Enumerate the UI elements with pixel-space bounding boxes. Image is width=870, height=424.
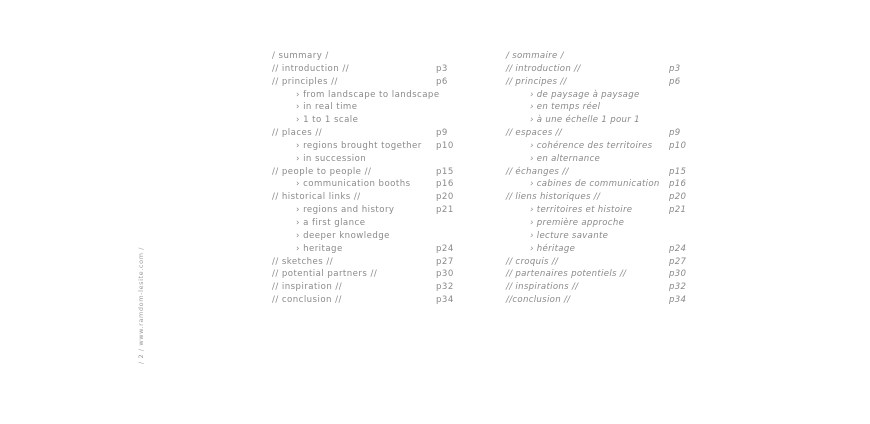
toc-entry-label: › a first glance	[296, 217, 366, 228]
toc-entry-label: › regions brought together	[296, 140, 422, 151]
toc-entry[interactable]	[506, 243, 706, 256]
toc-entry-page: p15	[669, 166, 687, 177]
toc-entry-page: p3	[669, 63, 681, 74]
toc-entry[interactable]	[506, 114, 706, 127]
toc-entry[interactable]	[506, 204, 706, 217]
toc-entry[interactable]	[272, 114, 472, 127]
summary-french	[506, 50, 706, 307]
sommaire-heading	[506, 50, 706, 63]
toc-entry-label: › en alternance	[530, 153, 601, 164]
toc-entry-label: // introduction //	[272, 63, 350, 74]
toc-entry-page: p32	[669, 282, 687, 293]
toc-entry[interactable]	[506, 191, 706, 204]
toc-entry-page: p10	[669, 140, 687, 151]
toc-entry[interactable]	[272, 63, 472, 76]
toc-entry[interactable]	[272, 127, 472, 140]
toc-entry[interactable]	[272, 101, 472, 114]
toc-entry-page: p34	[436, 295, 454, 306]
toc-entry-page: p24	[669, 243, 687, 254]
toc-entry[interactable]	[272, 178, 472, 191]
toc-entry-page: p20	[436, 192, 454, 203]
toc-entry-label: › deeper knowledge	[296, 230, 390, 241]
toc-entry-label: › à une échelle 1 pour 1	[530, 115, 640, 126]
toc-entry[interactable]	[506, 101, 706, 114]
toc-entry[interactable]	[506, 230, 706, 243]
toc-entry-page: p32	[436, 282, 454, 293]
toc-entry[interactable]	[272, 153, 472, 166]
toc-entry-label: › première approche	[530, 217, 625, 228]
toc-entry[interactable]	[272, 191, 472, 204]
toc-entry-page: p30	[669, 269, 687, 280]
toc-entry-label: // partenaires potentiels //	[506, 269, 627, 280]
toc-entry-label: // croquis //	[506, 256, 559, 267]
toc-entry-label: // principles //	[272, 76, 338, 87]
toc-entry-label: › héritage	[530, 243, 576, 254]
toc-entry-label: // échanges //	[506, 166, 569, 177]
toc-entry-label: // introduction //	[506, 63, 581, 74]
toc-entry-label: › de paysage à paysage	[530, 89, 640, 100]
toc-entry-page: p30	[436, 269, 454, 280]
toc-entry[interactable]	[272, 140, 472, 153]
toc-entry-label: › regions and history	[296, 205, 395, 216]
toc-entry-page: p27	[669, 256, 687, 267]
toc-entry[interactable]	[506, 140, 706, 153]
toc-entry[interactable]	[272, 256, 472, 269]
toc-entry-label: › territoires et histoire	[530, 205, 633, 216]
toc-entry-label: // people to people //	[272, 166, 372, 177]
toc-entry[interactable]	[272, 243, 472, 256]
toc-entry-label: // principes //	[506, 76, 567, 87]
toc-entry-label: › heritage	[296, 243, 343, 254]
toc-entry-label: › communication booths	[296, 179, 411, 190]
toc-entry-label: › en temps réel	[530, 102, 601, 113]
toc-entry[interactable]	[506, 217, 706, 230]
toc-entry-page: p16	[436, 179, 454, 190]
toc-entry-page: p3	[436, 63, 448, 74]
toc-entry-page: p9	[669, 128, 681, 139]
side-caption: / 2 / www.ramdom-lesite.com /	[137, 246, 145, 364]
toc-entry[interactable]	[506, 153, 706, 166]
toc-entry[interactable]	[272, 268, 472, 281]
toc-entry[interactable]	[272, 166, 472, 179]
toc-entry[interactable]	[272, 230, 472, 243]
toc-entry-page: p10	[436, 140, 454, 151]
toc-entry[interactable]	[506, 178, 706, 191]
toc-entry-page: p15	[436, 166, 454, 177]
summary-heading	[272, 50, 472, 63]
toc-entry[interactable]	[272, 204, 472, 217]
toc-entry-label: // conclusion //	[272, 295, 342, 306]
toc-entry-label: // potential partners //	[272, 269, 378, 280]
toc-entry-page: p16	[669, 179, 687, 190]
toc-entry-label: // inspiration //	[272, 282, 343, 293]
toc-entry-label: › in real time	[296, 102, 358, 113]
toc-entry-page: p34	[669, 295, 687, 306]
toc-entry-label: // espaces //	[506, 128, 562, 139]
toc-entry-label: › from landscape to landscape	[296, 89, 440, 100]
toc-entry-page: p6	[436, 76, 448, 87]
toc-entry[interactable]	[506, 268, 706, 281]
toc-entry-label: › 1 to 1 scale	[296, 115, 359, 126]
toc-entry-label: //conclusion //	[506, 295, 571, 306]
toc-entry[interactable]	[272, 281, 472, 294]
toc-entry-page: p9	[436, 128, 448, 139]
toc-entry-label: › lecture savante	[530, 230, 609, 241]
toc-entry-label: // places //	[272, 128, 323, 139]
toc-entry-label: // liens historiques //	[506, 192, 601, 203]
toc-entry-page: p21	[669, 205, 687, 216]
toc-entry-page: p24	[436, 243, 454, 254]
toc-entry[interactable]	[272, 217, 472, 230]
toc-entry[interactable]	[272, 294, 472, 307]
toc-entry-label: › cohérence des territoires	[530, 140, 653, 151]
toc-entry[interactable]	[506, 294, 706, 307]
toc-entry-page: p21	[436, 205, 454, 216]
toc-entry-page: p6	[669, 76, 681, 87]
toc-entry[interactable]	[506, 76, 706, 89]
toc-entry[interactable]	[272, 89, 472, 102]
toc-entry-label: // historical links //	[272, 192, 361, 203]
toc-entry[interactable]	[272, 76, 472, 89]
sommaire-heading-text: / sommaire /	[506, 51, 564, 61]
toc-entry[interactable]	[506, 63, 706, 76]
toc-entry[interactable]	[506, 89, 706, 102]
toc-entry-page: p20	[669, 192, 687, 203]
toc-entry-label: › cabines de communication	[530, 179, 660, 190]
toc-entry-label: // inspirations //	[506, 282, 579, 293]
summary-heading-text: / summary /	[272, 51, 329, 61]
toc-entry[interactable]	[506, 256, 706, 269]
toc-entry[interactable]	[506, 281, 706, 294]
toc-entry-page: p27	[436, 256, 454, 267]
toc-entry-label: › in succession	[296, 153, 367, 164]
summary-english	[272, 50, 472, 307]
toc-entry-label: // sketches //	[272, 256, 334, 267]
toc-entry[interactable]	[506, 127, 706, 140]
toc-entry[interactable]	[506, 166, 706, 179]
